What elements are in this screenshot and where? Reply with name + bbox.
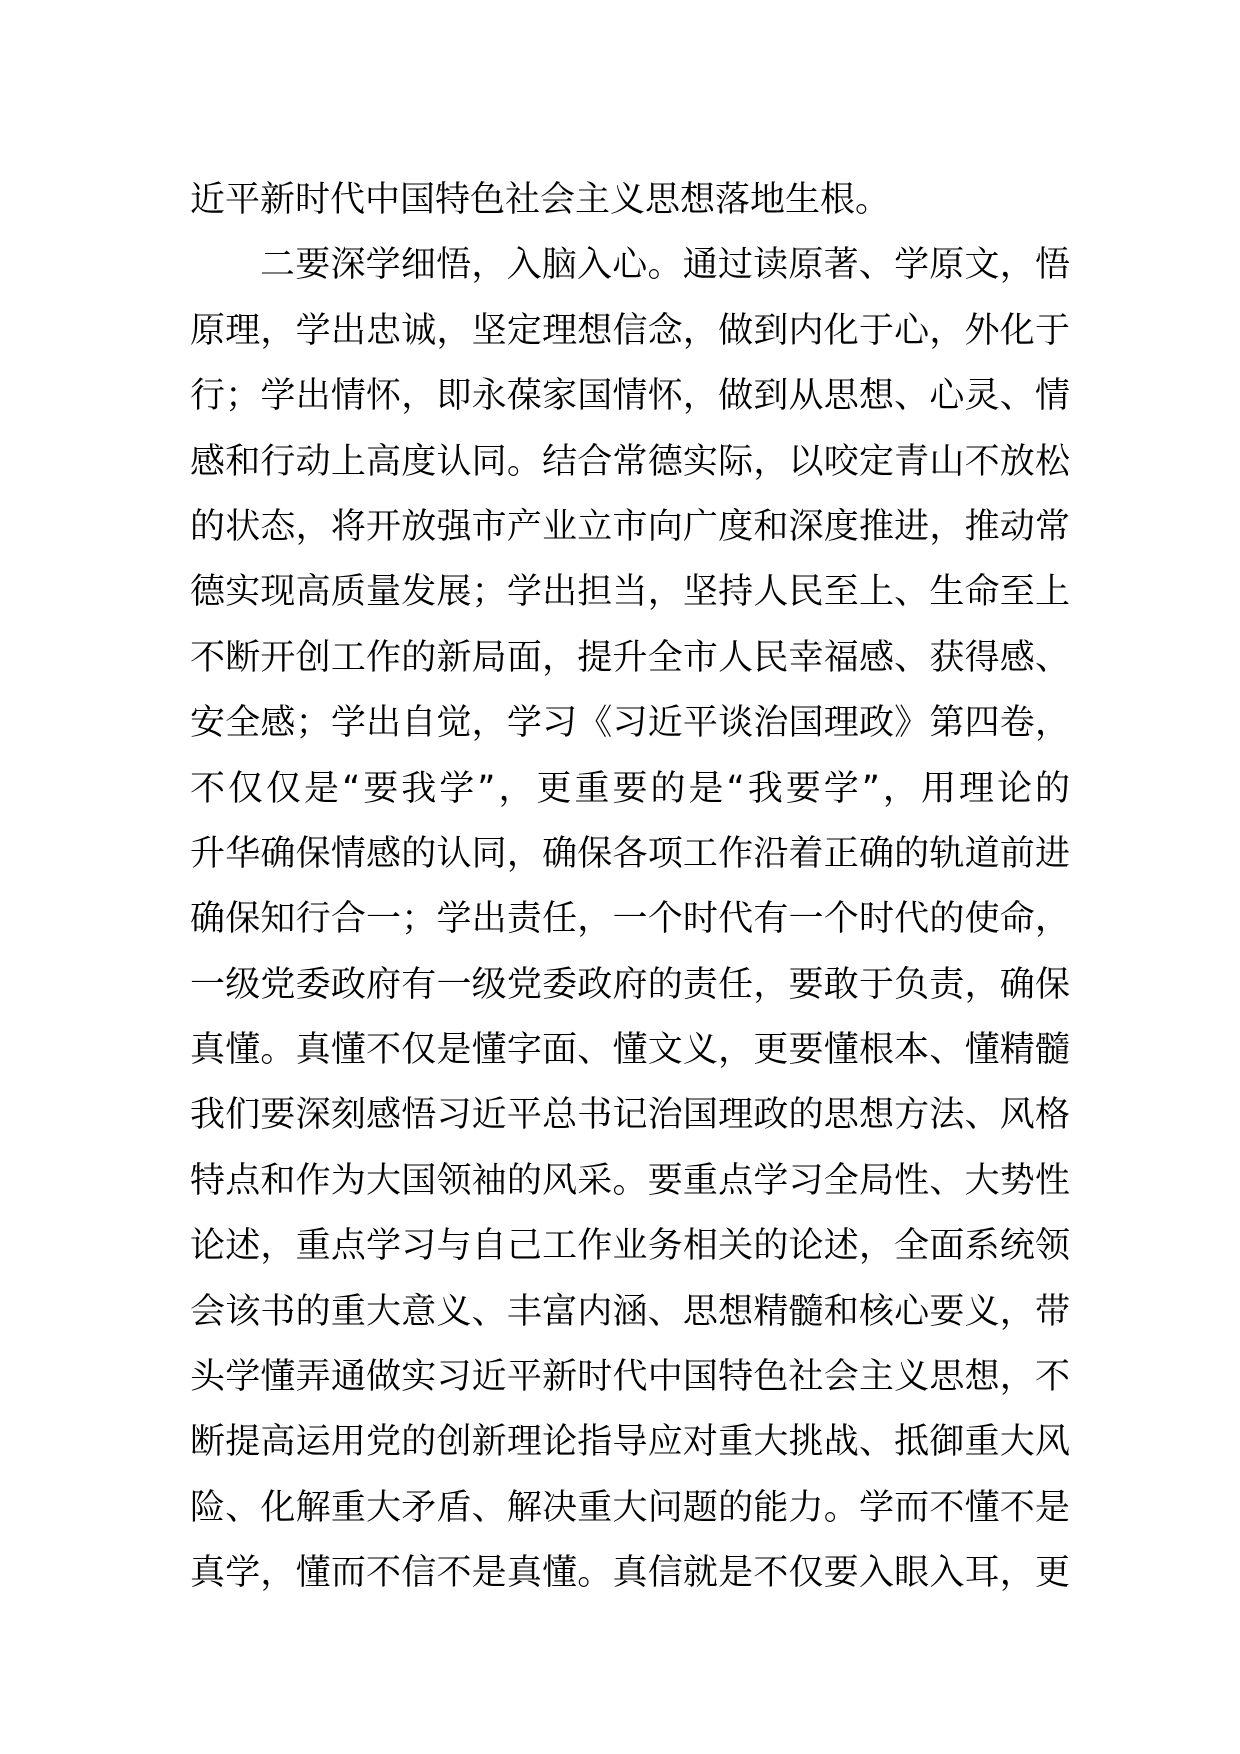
text-line: 不仅仅是“要我学”，更重要的是“我要学”，用理论的 xyxy=(190,768,1070,809)
text-line: 的状态，将开放强市产业立市向广度和深度推进，推动常 xyxy=(190,506,1070,547)
text-line: 断提高运用党的创新理论指导应对重大挑战、抵御重大风 xyxy=(190,1422,1070,1463)
text-line: 行；学出情怀，即永葆家国情怀，做到从思想、心灵、情 xyxy=(190,376,1070,417)
text-line: 会该书的重大意义、丰富内涵、思想精髓和核心要义，带 xyxy=(190,1291,1070,1332)
text-line: 升华确保情感的认同，确保各项工作沿着正确的轨道前进 xyxy=(190,833,1070,874)
text-line: 头学懂弄通做实习近平新时代中国特色社会主义思想，不 xyxy=(190,1357,1070,1398)
text-line: 真学，懂而不信不是真懂。真信就是不仅要入眼入耳，更 xyxy=(190,1553,1070,1594)
text-line: 近平新时代中国特色社会主义思想落地生根。 xyxy=(190,180,891,220)
text-line: 安全感；学出自觉，学习《习近平谈治国理政》第四卷， xyxy=(190,703,1070,744)
text-line: 我们要深刻感悟习近平总书记治国理政的思想方法、风格 xyxy=(190,1095,1070,1136)
text-line: 感和行动上高度认同。结合常德实际，以咬定青山不放松 xyxy=(190,441,1070,482)
text-line: 确保知行合一；学出责任，一个时代有一个时代的使命， xyxy=(190,899,1070,940)
text-line: 原理，学出忠诚，坚定理想信念，做到内化于心，外化于 xyxy=(190,310,1070,351)
text-line: 特点和作为大国领袖的风采。要重点学习全局性、大势性 xyxy=(190,1160,1070,1201)
body-text xyxy=(190,168,1070,1607)
text-line: 不断开创工作的新局面，提升全市人民幸福感、获得感、 xyxy=(190,637,1070,678)
text-line: 真懂。真懂不仅是懂字面、懂文义，更要懂根本、懂精髓 xyxy=(190,1030,1070,1071)
text-line: 一级党委政府有一级党委政府的责任，要敢于负责，确保 xyxy=(190,964,1070,1005)
paragraph-start-line: 二要深学细悟，入脑入心。通过读原著、学原文，悟 xyxy=(260,245,1070,286)
text-line: 德实现高质量发展；学出担当，坚持人民至上、生命至上 xyxy=(190,572,1070,613)
text-line: 论述，重点学习与自己工作业务相关的论述，全面系统领 xyxy=(190,1226,1070,1267)
text-line: 险、化解重大矛盾、解决重大问题的能力。学而不懂不是 xyxy=(190,1487,1070,1528)
